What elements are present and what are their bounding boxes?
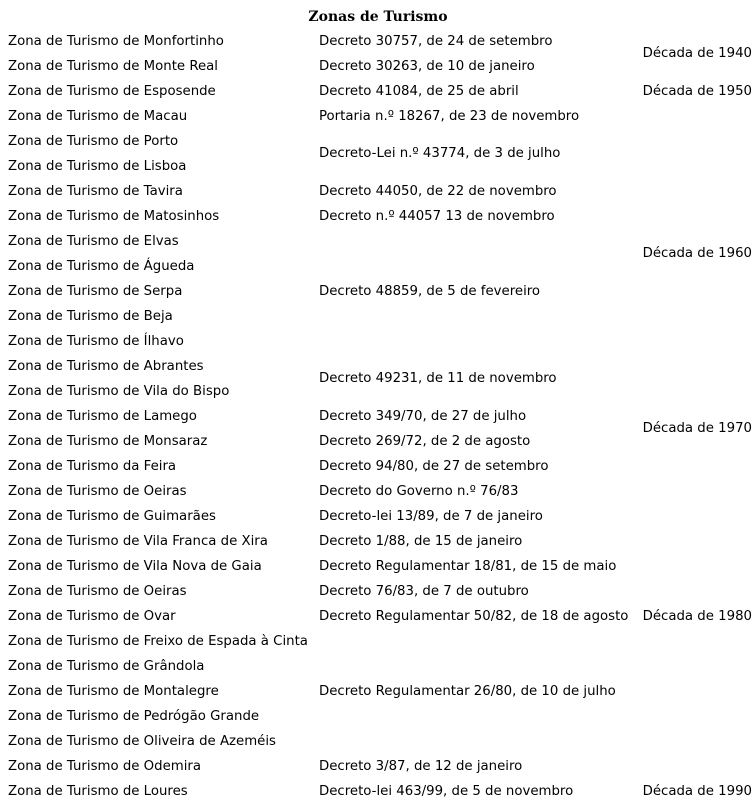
table-row bbox=[4, 454, 752, 479]
zone-name: Zona de Turismo de Lamego bbox=[8, 408, 197, 424]
decree-ref: Decreto do Governo n.º 76/83 bbox=[319, 483, 519, 499]
decree-ref: Decreto 3/87, de 12 de janeiro bbox=[319, 758, 523, 774]
table-row bbox=[4, 279, 752, 304]
zone-name: Zona de Turismo da Feira bbox=[8, 458, 177, 474]
zone-name: Zona de Turismo de Freixo de Espada à Cinta bbox=[8, 633, 308, 649]
zone-name: Zona de Turismo de Beja bbox=[8, 308, 173, 324]
decade-cell-empty bbox=[633, 104, 752, 229]
decree-ref-empty bbox=[315, 304, 633, 354]
zone-name: Zona de Turismo de Ovar bbox=[8, 608, 176, 624]
decree-ref: Decreto 349/70, de 27 de julho bbox=[319, 408, 527, 424]
decade-label: Década de 1940 bbox=[642, 46, 752, 61]
zone-name: Zona de Turismo de Ílhavo bbox=[8, 333, 184, 349]
zone-name: Zona de Turismo de Abrantes bbox=[8, 358, 204, 374]
zone-name: Zona de Turismo de Vila Franca de Xira bbox=[8, 533, 268, 549]
zone-name: Zona de Turismo de Serpa bbox=[8, 283, 183, 299]
decree-ref: Decreto-Lei n.º 43774, de 3 de julho bbox=[319, 146, 561, 161]
decree-ref: Decreto 269/72, de 2 de agosto bbox=[319, 433, 531, 449]
table-row bbox=[4, 29, 752, 54]
zone-name: Zona de Turismo de Monsaraz bbox=[8, 433, 208, 449]
zone-name: Zona de Turismo de Elvas bbox=[8, 233, 179, 249]
zone-name: Zona de Turismo de Lisboa bbox=[8, 158, 187, 174]
zone-name: Zona de Turismo de Oeiras bbox=[8, 483, 187, 499]
decree-ref: Decreto Regulamentar 18/81, de 15 de maio bbox=[319, 558, 617, 574]
decree-ref: Decreto 48859, de 5 de fevereiro bbox=[319, 283, 541, 299]
zone-name: Zona de Turismo de Pedrógão Grande bbox=[8, 708, 260, 724]
zone-name: Zona de Turismo de Odemira bbox=[8, 758, 202, 774]
zone-name: Zona de Turismo de Águeda bbox=[8, 258, 195, 274]
decade-label: Década de 1950 bbox=[642, 83, 752, 99]
zone-name: Zona de Turismo de Esposende bbox=[8, 83, 216, 99]
decree-ref: Decreto Regulamentar 26/80, de 10 de julho bbox=[319, 683, 616, 699]
decree-ref-empty bbox=[315, 229, 633, 279]
decree-ref: Decreto 1/88, de 15 de janeiro bbox=[319, 533, 523, 549]
decree-ref: Decreto 30757, de 24 de setembro bbox=[319, 33, 553, 49]
table-row bbox=[4, 79, 752, 104]
zone-name: Zona de Turismo de Grândola bbox=[8, 658, 205, 674]
decree-ref: Decreto 76/83, de 7 de outubro bbox=[319, 583, 529, 599]
zone-name: Zona de Turismo de Monte Real bbox=[8, 58, 218, 74]
zone-name: Zona de Turismo de Montalegre bbox=[8, 683, 219, 699]
zone-name: Zona de Turismo de Oliveira de Azeméis bbox=[8, 733, 276, 749]
decree-ref: Decreto 49231, de 11 de novembro bbox=[319, 371, 557, 386]
decree-ref: Decreto n.º 44057 13 de novembro bbox=[319, 208, 555, 224]
zone-name: Zona de Turismo de Oeiras bbox=[8, 583, 187, 599]
decree-ref: Decreto 41084, de 25 de abril bbox=[319, 83, 519, 99]
table-row bbox=[4, 404, 752, 429]
decree-ref: Portaria n.º 18267, de 23 de novembro bbox=[319, 108, 580, 124]
zone-name: Zona de Turismo de Tavira bbox=[8, 183, 183, 199]
table-row bbox=[4, 229, 752, 254]
decade-label: Década de 1960 bbox=[642, 246, 752, 261]
table-row bbox=[4, 104, 752, 129]
decree-ref: Decreto 30263, de 10 de janeiro bbox=[319, 58, 535, 74]
zone-name: Zona de Turismo de Macau bbox=[8, 108, 188, 124]
decade-label: Década de 1980 bbox=[642, 608, 752, 624]
zone-name: Zona de Turismo de Monfortinho bbox=[8, 33, 224, 49]
decree-ref: Decreto 94/80, de 27 de setembro bbox=[319, 458, 549, 474]
decree-ref: Decreto 44050, de 22 de novembro bbox=[319, 183, 557, 199]
decree-ref: Decreto-lei 13/89, de 7 de janeiro bbox=[319, 508, 543, 524]
zone-name: Zona de Turismo de Porto bbox=[8, 133, 179, 149]
zone-name: Zona de Turismo de Matosinhos bbox=[8, 208, 220, 224]
tourism-zones-table bbox=[4, 29, 752, 804]
decree-ref: Decreto Regulamentar 50/82, de 18 de agosto bbox=[319, 608, 629, 624]
decade-label: Década de 1970 bbox=[642, 421, 752, 436]
decade-label: Década de 1990 bbox=[642, 783, 752, 799]
table-row bbox=[4, 779, 752, 804]
zone-name: Zona de Turismo de Vila do Bispo bbox=[8, 383, 230, 399]
decade-cell-empty bbox=[633, 279, 752, 404]
zone-name: Zona de Turismo de Guimarães bbox=[8, 508, 216, 524]
zone-name: Zona de Turismo de Vila Nova de Gaia bbox=[8, 558, 262, 574]
table-title: Zonas de Turismo bbox=[308, 9, 448, 25]
zone-name: Zona de Turismo de Loures bbox=[8, 783, 188, 799]
decree-ref: Decreto-lei 463/99, de 5 de novembro bbox=[319, 783, 574, 799]
